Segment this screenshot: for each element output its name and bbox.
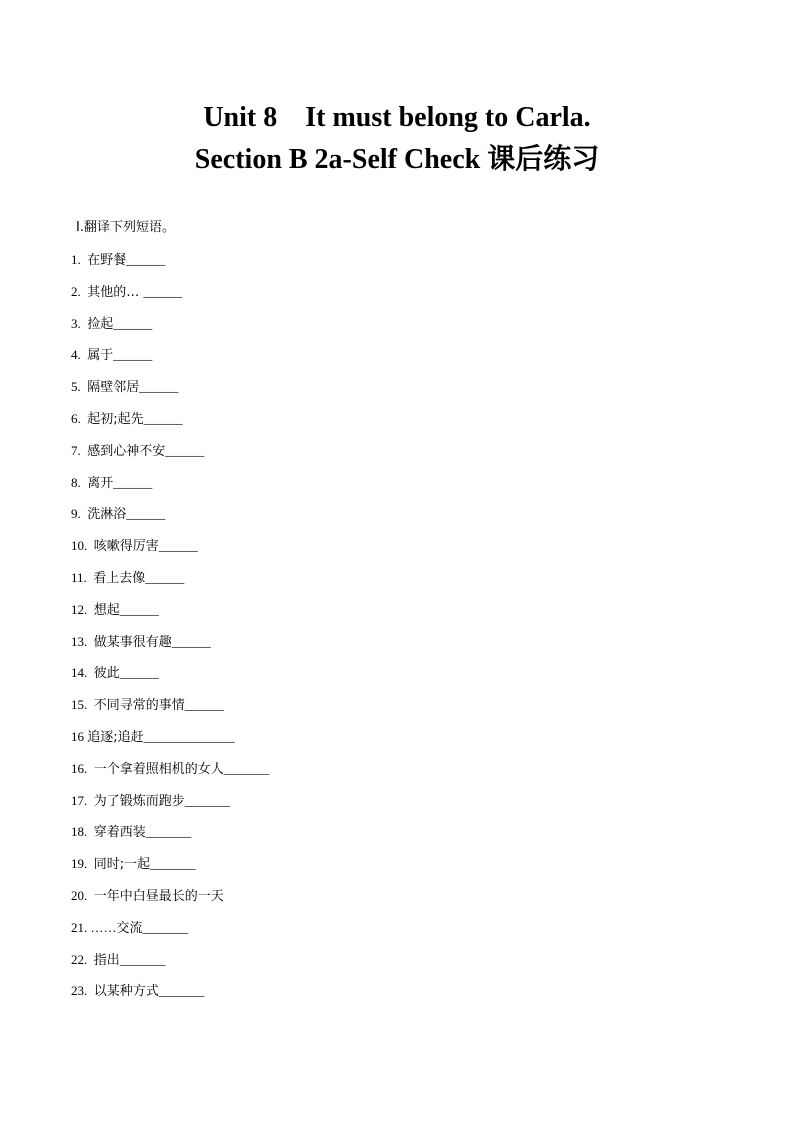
item-number: 2. (71, 283, 88, 299)
item-phrase: 穿着西装 (93, 825, 146, 841)
item-phrase: 想起 (93, 602, 120, 618)
item-number: 6. (71, 410, 88, 426)
item-phrase: 看上去像 (93, 570, 146, 586)
item-phrase: 一年中白昼最长的一天 (93, 888, 224, 904)
list-item (71, 505, 269, 537)
item-number: 15. (71, 697, 94, 713)
item-number: 8. (71, 474, 88, 490)
item-number: 9. (71, 506, 88, 522)
item-number: 10. (71, 538, 94, 554)
list-item (71, 474, 269, 506)
list-item (71, 760, 269, 792)
list-item (71, 855, 269, 887)
item-number: 19. (71, 856, 94, 872)
answer-blank: _______ (145, 824, 192, 840)
item-phrase: 其他的… (87, 284, 144, 300)
list-item (71, 951, 269, 983)
answer-blank: ______ (171, 633, 211, 649)
list-item (71, 696, 269, 728)
item-number: 5. (71, 379, 88, 395)
item-phrase: 彼此 (93, 666, 120, 682)
answer-blank: ______ (126, 252, 166, 267)
list-item (71, 728, 269, 760)
item-phrase: 起初;起先 (87, 411, 144, 427)
item-phrase: 属于 (87, 348, 114, 364)
item-phrase: 追逐;追赶 (87, 729, 144, 745)
answer-blank: ______ (165, 442, 205, 458)
answer-blank: _______ (119, 951, 166, 967)
item-phrase: 指出 (93, 952, 120, 968)
answer-blank: ______ (126, 506, 166, 522)
item-number: 22. (71, 951, 94, 967)
answer-blank: ______ (158, 538, 198, 554)
list-item (71, 823, 269, 855)
item-phrase: 以某种方式 (93, 984, 159, 1000)
item-phrase: 洗淋浴 (87, 507, 127, 523)
item-number: 4. (71, 347, 88, 363)
item-number: 13. (71, 633, 94, 649)
item-number: 12. (71, 601, 94, 617)
answer-blank: ______ (119, 601, 159, 617)
item-phrase: 一个拿着照相机的女人 (93, 761, 224, 777)
answer-blank: _______ (184, 792, 231, 808)
list-item (71, 633, 269, 665)
item-number: 11. (71, 569, 94, 585)
answer-blank: ______ (113, 474, 153, 490)
list-item (71, 410, 269, 442)
item-phrase: 为了锻炼而跑步 (93, 793, 185, 809)
list-item (71, 982, 269, 1014)
item-number: 20. (71, 887, 94, 903)
answer-blank: _______ (158, 983, 205, 999)
page-title-line-2: Section B 2a-Self Check 课后练习 (194, 144, 600, 175)
list-item (71, 442, 269, 474)
list-item (71, 537, 269, 569)
answer-blank: _______ (142, 919, 189, 935)
page-title-line-1: Unit 8 It must belong to Carla. (203, 102, 591, 133)
list-item (71, 283, 269, 315)
list-item (71, 919, 269, 951)
item-phrase: 交流 (116, 920, 143, 936)
list-item (71, 315, 269, 347)
item-phrase: 在野餐 (87, 253, 127, 268)
list-item (71, 664, 269, 696)
list-item (71, 346, 269, 378)
item-number: 16. (71, 760, 94, 776)
answer-blank: ______________ (143, 728, 235, 744)
item-number: 21. …… (71, 919, 117, 935)
list-item (71, 887, 269, 919)
answer-blank: ______ (119, 665, 159, 681)
section-heading: Ⅰ.翻译下列短语。 (76, 220, 175, 235)
answer-blank: ______ (184, 697, 224, 713)
answer-blank: _______ (223, 760, 270, 776)
list-item (71, 378, 269, 410)
answer-blank: ______ (145, 569, 185, 585)
item-number: 1. (71, 252, 88, 267)
answer-blank: ______ (113, 347, 153, 363)
item-phrase: 同时;一起 (93, 857, 151, 873)
item-phrase: 离开 (87, 475, 114, 491)
item-phrase: 不同寻常的事情 (93, 698, 185, 714)
item-phrase: 做某事很有趣 (93, 634, 172, 650)
list-item (71, 251, 269, 283)
item-phrase: 感到心神不安 (87, 443, 166, 459)
item-number: 7. (71, 442, 88, 458)
item-number: 3. (71, 315, 88, 331)
item-phrase: 隔壁邻居 (87, 380, 140, 396)
list-item (71, 601, 269, 633)
list-item (71, 792, 269, 824)
list-item (71, 569, 269, 601)
item-number: 18. (71, 824, 94, 840)
answer-blank: ______ (139, 379, 179, 395)
item-phrase: 捡起 (87, 316, 114, 332)
item-phrase: 咳嗽得厉害 (93, 539, 159, 555)
answer-blank: ______ (143, 283, 183, 299)
item-number: 17. (71, 792, 94, 808)
answer-blank: _______ (150, 856, 196, 872)
answer-blank: ______ (113, 315, 153, 331)
phrase-list (71, 251, 269, 1014)
item-number: 16 (71, 728, 88, 744)
answer-blank: ______ (143, 410, 183, 426)
item-number: 14. (71, 665, 94, 681)
item-number: 23. (71, 983, 94, 999)
